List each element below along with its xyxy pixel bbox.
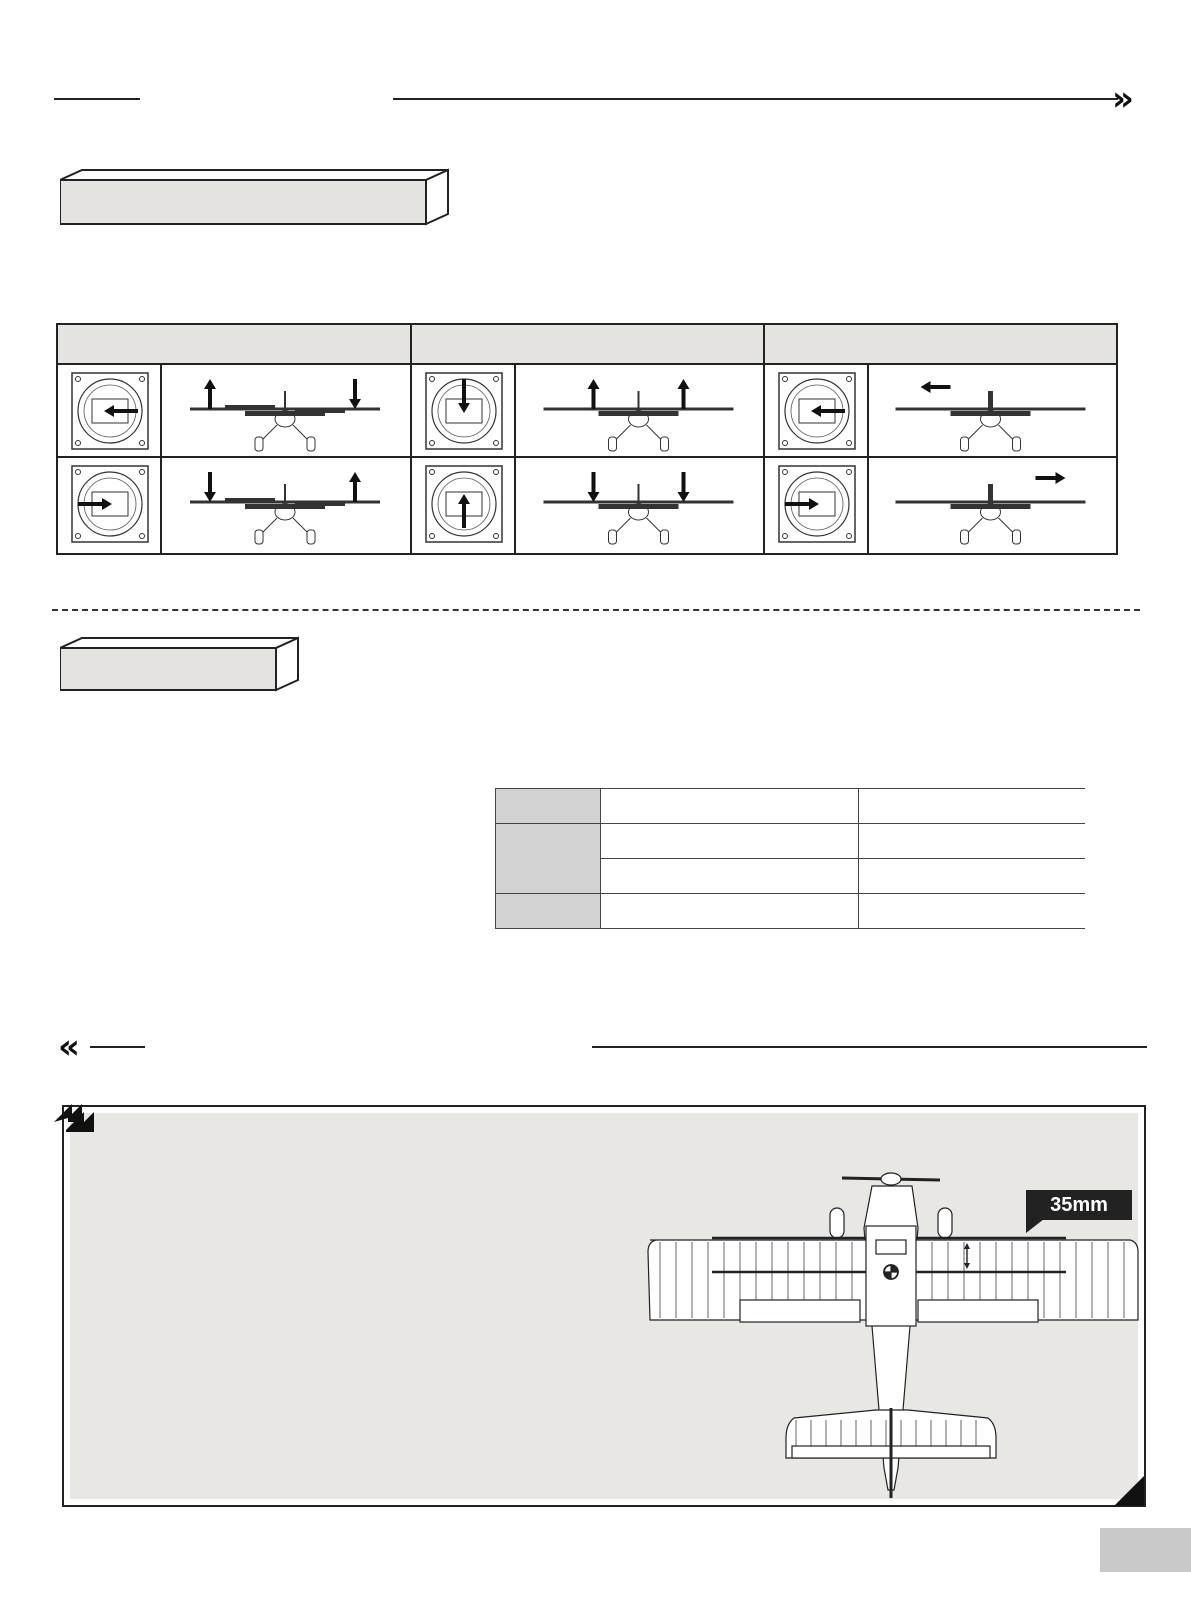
airplane-cell (516, 458, 765, 553)
transmitter-stick-icon (777, 371, 857, 451)
row-label (496, 894, 601, 929)
airplane-front-view (516, 367, 761, 453)
header-rule-left (54, 98, 140, 100)
airplane-cell (516, 365, 765, 458)
airplane-cell (162, 365, 412, 458)
cg-rule-right (592, 1046, 1147, 1048)
direction-arrow-icon (1036, 472, 1066, 484)
stick-cell (412, 365, 516, 458)
transmitter-stick-icon (70, 371, 150, 451)
direction-arrow-icon (204, 379, 216, 409)
table-cell (859, 859, 1085, 894)
stick-cell (58, 365, 162, 458)
direction-arrow-icon (588, 472, 600, 502)
table-cell (601, 824, 859, 859)
header-rule-right (393, 98, 1118, 100)
direction-arrow-icon (678, 472, 690, 502)
stick-cell (765, 365, 869, 458)
table-cell (601, 789, 859, 824)
section-title-box-dual-rate (60, 636, 302, 694)
chevron-left-icon: « (58, 1027, 80, 1067)
direction-arrow-icon (349, 472, 361, 502)
stick-cell (58, 458, 162, 553)
transmitter-stick-icon (424, 371, 504, 451)
table-cell (601, 894, 859, 929)
stick-cell (412, 458, 516, 553)
airplane-front-view (162, 367, 408, 453)
transmitter-stick-icon (70, 464, 150, 544)
transmitter-stick-icon (777, 464, 857, 544)
direction-arrow-icon (678, 379, 690, 409)
row-label (496, 789, 601, 824)
table-row (496, 789, 1085, 824)
warning-corner-icon (52, 1096, 96, 1141)
airplane-front-view (869, 367, 1112, 453)
column-header-aileron (58, 325, 412, 365)
cg-rule-left (90, 1046, 145, 1048)
column-header-elevator (412, 325, 765, 365)
table-row (496, 894, 1085, 929)
row-label (496, 824, 601, 894)
dual-rate-table (495, 788, 1085, 929)
section-title-box-control-test (60, 168, 452, 230)
stick-cell (765, 458, 869, 553)
table-cell (601, 859, 859, 894)
airplane-cell (869, 365, 1116, 458)
section-divider (52, 609, 1140, 611)
direction-arrow-icon (588, 379, 600, 409)
direction-arrow-icon (349, 379, 361, 409)
table-cell (859, 789, 1085, 824)
direction-arrow-icon (921, 381, 951, 393)
control-test-table (56, 323, 1118, 555)
airplane-cell (162, 458, 412, 553)
cg-distance-badge-pointer (1026, 1219, 1044, 1233)
table-cell (859, 894, 1085, 929)
cg-distance-badge: 35mm (1026, 1190, 1132, 1220)
table-row (496, 824, 1085, 859)
chevron-right-icon: » (1112, 79, 1134, 119)
page-number-tab (1100, 1528, 1191, 1572)
airplane-front-view (516, 460, 761, 546)
column-header-rudder (765, 325, 1116, 365)
table-cell (859, 824, 1085, 859)
airplane-front-view (162, 460, 408, 546)
airplane-cell (869, 458, 1116, 553)
transmitter-stick-icon (424, 464, 504, 544)
direction-arrow-icon (204, 472, 216, 502)
airplane-front-view (869, 460, 1112, 546)
